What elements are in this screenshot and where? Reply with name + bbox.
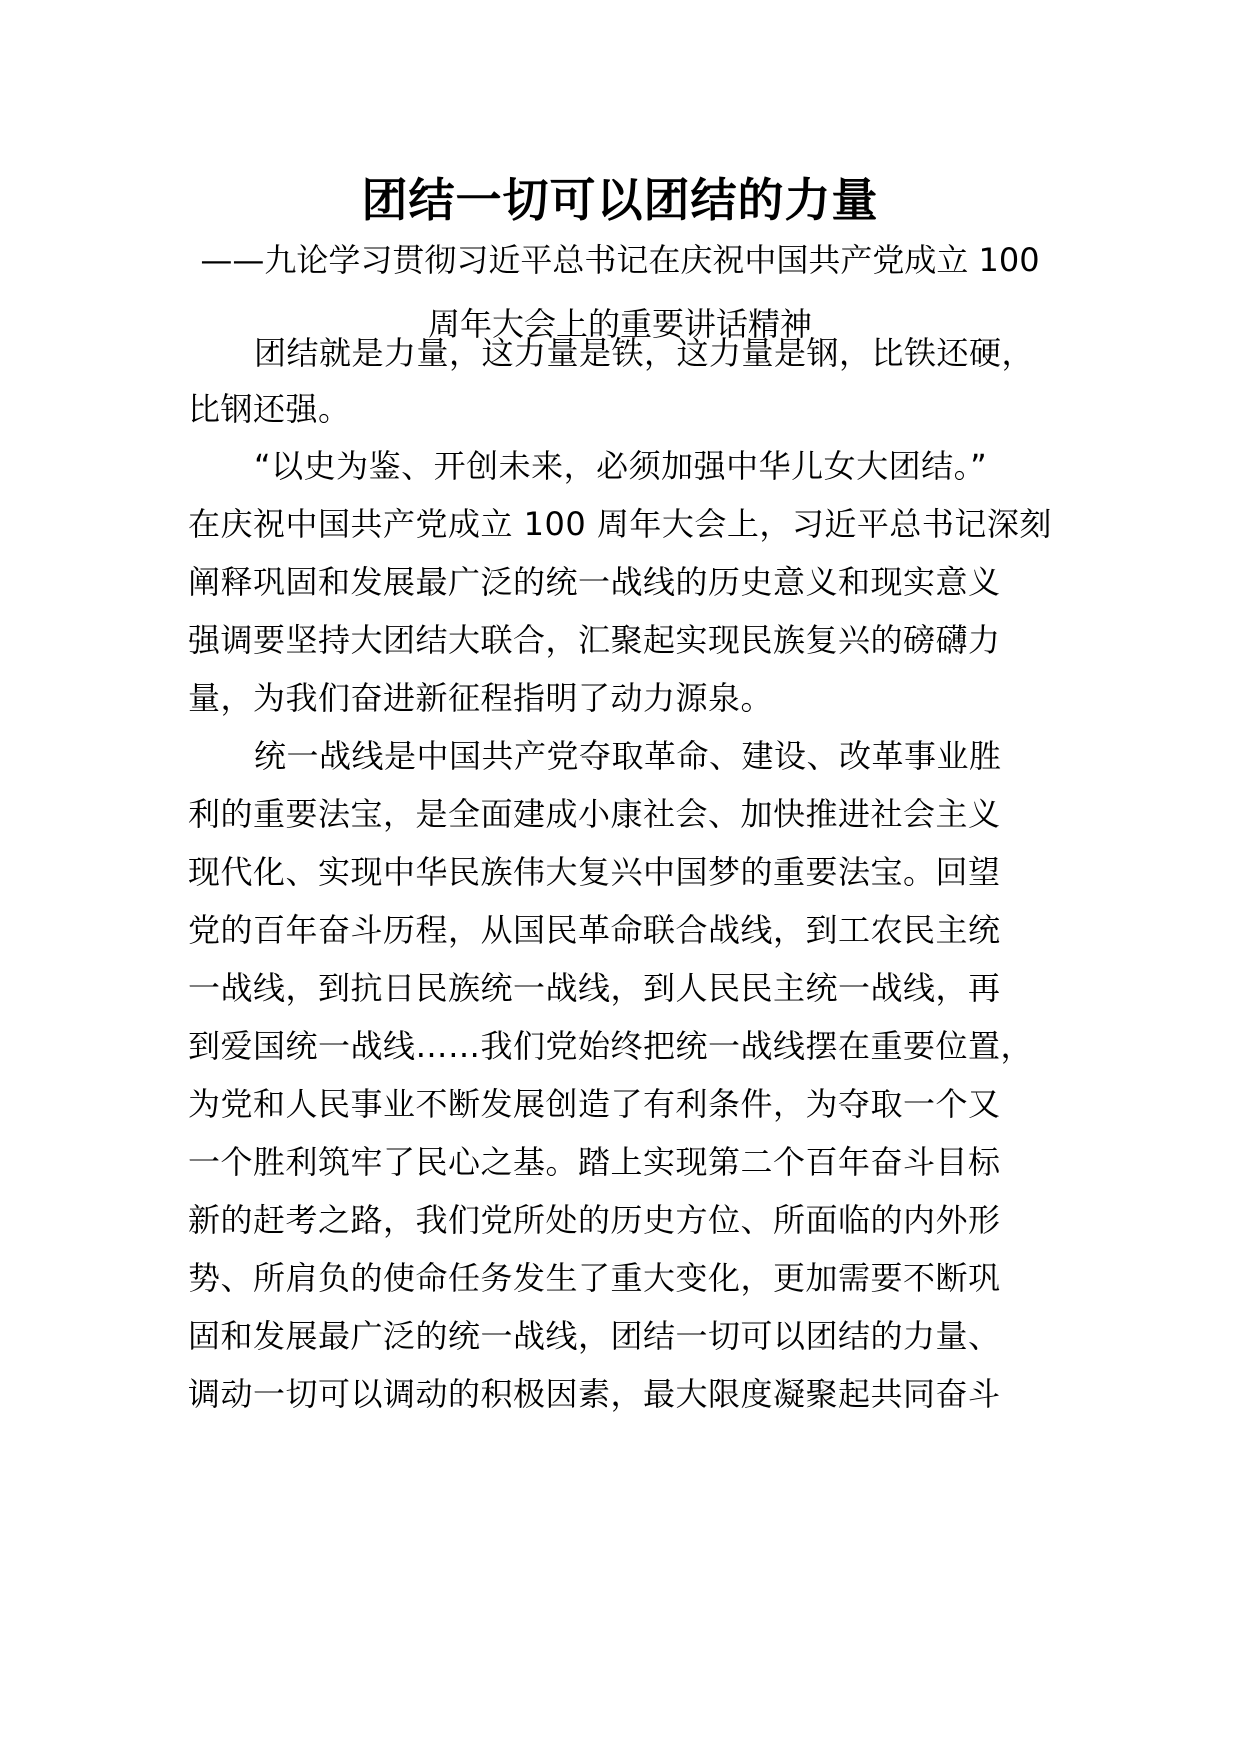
paragraph-3-line-4: 党的百年奋斗历程，从国民革命联合战线，到工农民主统 <box>188 911 1001 949</box>
paragraph-1-line-2: 比钢还强。 <box>188 390 351 428</box>
subtitle-line-2: 周年大会上的重要讲话精神 <box>427 305 812 343</box>
paragraph-2-line-5: 量，为我们奋进新征程指明了动力源泉。 <box>188 679 774 717</box>
paragraph-3-line-1: 统一战线是中国共产党夺取革命、建设、改革事业胜 <box>254 737 1002 775</box>
paragraph-3-line-9: 新的赶考之路，我们党所处的历史方位、所面临的内外形 <box>188 1201 1001 1239</box>
paragraph-3-line-11: 固和发展最广泛的统一战线，团结一切可以团结的力量、 <box>188 1317 1001 1355</box>
document-title: 团结一切可以团结的力量 <box>361 173 879 227</box>
paragraph-3-line-2: 利的重要法宝，是全面建成小康社会、加快推进社会主义 <box>188 795 1001 833</box>
paragraph-3-line-12: 调动一切可以调动的积极因素，最大限度凝聚起共同奋斗 <box>188 1375 1001 1413</box>
paragraph-1-line-1: 团结就是力量，这力量是铁，这力量是钢，比铁还硬， <box>254 334 1035 372</box>
paragraph-3-line-6: 到爱国统一战线……我们党始终把统一战线摆在重要位置， <box>188 1027 1034 1065</box>
paragraph-2-line-1: “以史为鉴、开创未来，必须加强中华儿女大团结。” <box>254 447 988 485</box>
paragraph-3-line-5: 一战线，到抗日民族统一战线，到人民民主统一战线，再 <box>188 969 1001 1007</box>
paragraph-2-line-3: 阐释巩固和发展最广泛的统一战线的历史意义和现实意义 <box>188 563 1001 601</box>
paragraph-3-line-10: 势、所肩负的使命任务发生了重大变化，更加需要不断巩 <box>188 1259 1001 1297</box>
subtitle-line-1: ——九论学习贯彻习近平总书记在庆祝中国共产党成立 100 <box>200 241 1040 279</box>
paragraph-3-line-3: 现代化、实现中华民族伟大复兴中国梦的重要法宝。回望 <box>188 853 1001 891</box>
paragraph-3-line-8: 一个胜利筑牢了民心之基。踏上实现第二个百年奋斗目标 <box>188 1143 1001 1181</box>
paragraph-2-line-2: 在庆祝中国共产党成立 100 周年大会上，习近平总书记深刻 <box>188 505 1052 543</box>
paragraph-3-line-7: 为党和人民事业不断发展创造了有利条件，为夺取一个又 <box>188 1085 1001 1123</box>
paragraph-2-line-4: 强调要坚持大团结大联合，汇聚起实现民族复兴的磅礴力 <box>188 621 1001 659</box>
